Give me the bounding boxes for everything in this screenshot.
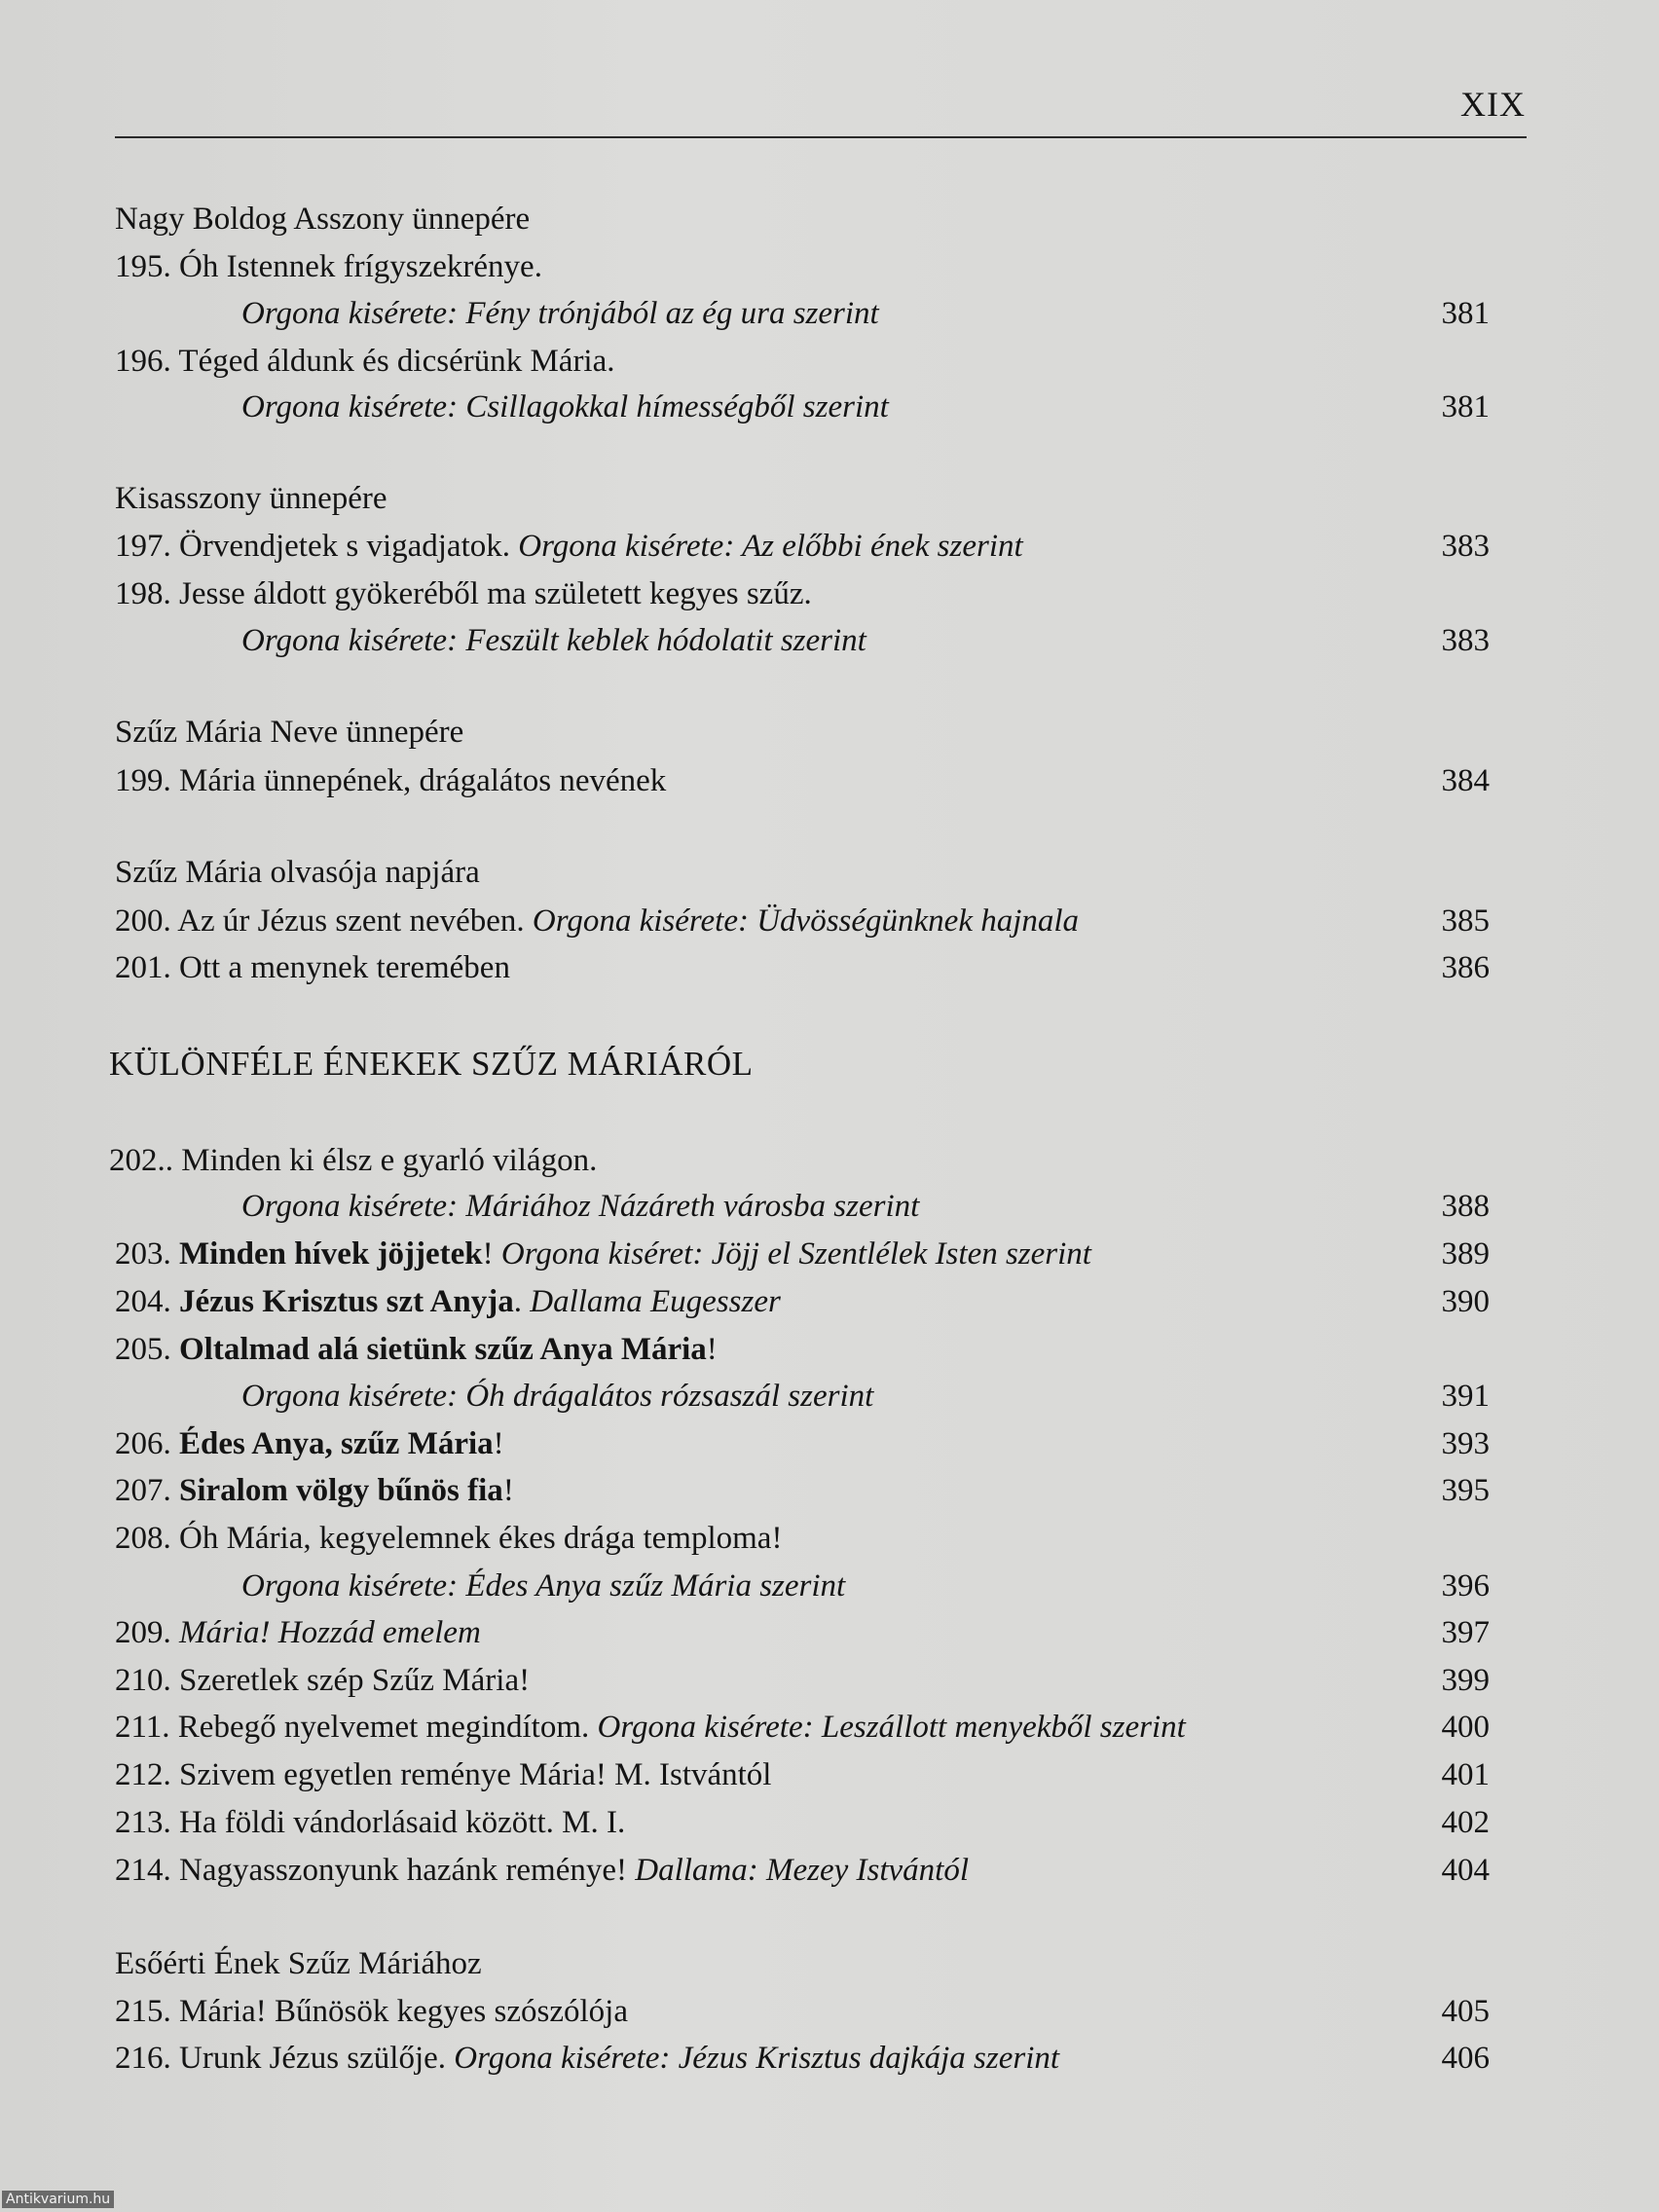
accompaniment-text: Orgona kisérete: Édes Anya szűz Mária szerint (241, 1568, 846, 1604)
entry-title: Urunk Jézus szülője. (179, 2041, 447, 2076)
entry-title: Óh Istennek frígyszekrénye. (179, 249, 542, 284)
index-entry (0, 1657, 1659, 1704)
line-text (241, 290, 879, 337)
entry-number: 203. (115, 1236, 171, 1272)
page-ref: 385 (1441, 903, 1490, 939)
page-number: XIX (1460, 85, 1526, 124)
subheading-text: Esőérti Ének Szűz Máriához (115, 1946, 482, 1981)
index-entry (0, 571, 1659, 617)
entry-note: Orgona kiséret: Jöjj el Szentlélek Isten szerint (500, 1236, 1091, 1272)
entry-title: Édes Anya, szűz Mária (179, 1426, 494, 1461)
entry-title: Siralom völgy bűnös fia (179, 1473, 503, 1508)
line-text (115, 571, 812, 617)
entry-number: 197. (115, 529, 171, 564)
entry-number: 211. (115, 1710, 170, 1745)
line-text (115, 1751, 771, 1798)
page-ref: 389 (1441, 1236, 1490, 1272)
entry-title: Téged áldunk és dicsérünk Mária. (178, 344, 615, 379)
page-ref: 406 (1441, 2041, 1490, 2076)
index-entry (0, 1467, 1659, 1514)
accompaniment-text: Orgona kisérete: Fény trónjából az ég ura szerint (241, 296, 879, 331)
entry-number: 214. (115, 1853, 171, 1888)
entry-number: 210. (115, 1663, 171, 1698)
page-ref: 381 (1441, 296, 1490, 331)
page-ref: 395 (1441, 1473, 1490, 1508)
section-subheading (0, 849, 1659, 896)
line-text (115, 1515, 782, 1562)
index-entry (0, 1799, 1659, 1846)
line-text (115, 1278, 781, 1325)
entry-note: Dallama Eugesszer (530, 1284, 781, 1319)
index-entry (0, 1515, 1659, 1562)
line-text (115, 475, 387, 522)
page-ref: 384 (1441, 763, 1490, 798)
entry-number: 196. (115, 344, 171, 379)
line-text (109, 1041, 753, 1088)
entry-title: Ha földi vándorlásaid között. M. I. (179, 1805, 626, 1840)
subheading-text: Szűz Mária Neve ünnepére (115, 715, 464, 750)
line-text (241, 1373, 873, 1419)
accompaniment-text: Orgona kisérete: Csillagokkal hímességből szerint (241, 389, 889, 424)
line-text (115, 1467, 514, 1514)
page-ref: 400 (1441, 1710, 1490, 1745)
header-rule (115, 136, 1527, 138)
index-entry (0, 1137, 1659, 1184)
index-entry (0, 1420, 1659, 1467)
entry-number: 207. (115, 1473, 171, 1508)
subheading-text: Szűz Mária olvasója napjára (115, 855, 480, 890)
entry-punct: ! (706, 1332, 718, 1367)
line-text (109, 1137, 597, 1184)
index-entry (0, 944, 1659, 991)
line-text (241, 617, 866, 664)
page-ref: 391 (1441, 1379, 1490, 1414)
entry-title: Örvendjetek s vigadjatok. (179, 529, 510, 564)
subheading-text: Kisasszony ünnepére (115, 481, 387, 516)
accompaniment-line (0, 1183, 1659, 1230)
line-text (115, 2035, 1059, 2082)
line-text (115, 1609, 481, 1656)
page-ref: 386 (1441, 950, 1490, 985)
entry-number: 202.. (109, 1143, 173, 1178)
section-subheading (0, 709, 1659, 756)
entry-title: Rebegő nyelvemet megindítom. (177, 1710, 590, 1745)
entry-number: 199. (115, 763, 171, 798)
entry-title: Minden ki élsz e gyarló világon. (181, 1143, 598, 1178)
line-text (115, 1326, 718, 1373)
watermark: Antikvarium.hu (2, 2191, 114, 2208)
line-text (115, 338, 615, 385)
page-ref: 401 (1441, 1757, 1490, 1792)
index-entry (0, 898, 1659, 944)
page-ref: 393 (1441, 1426, 1490, 1461)
entry-title: Mária! Bűnösök kegyes szószólója (179, 1994, 628, 2029)
entry-title: Óh Mária, kegyelemnek ékes drága temploma! (179, 1521, 783, 1556)
section-subheading (0, 1940, 1659, 1987)
page-ref: 390 (1441, 1284, 1490, 1319)
line-text (115, 1799, 625, 1846)
line-text (115, 709, 463, 756)
line-text (115, 1847, 969, 1894)
entry-number: 206. (115, 1426, 171, 1461)
line-text (115, 1704, 1186, 1751)
page-ref: 405 (1441, 1994, 1490, 2029)
entry-note: Dallama: Mezey Istvántól (635, 1853, 969, 1888)
line-text (115, 243, 542, 290)
accompaniment-line (0, 1563, 1659, 1609)
entry-title: Jesse áldott gyökeréből ma született kegyes szűz. (179, 576, 812, 611)
accompaniment-line (0, 384, 1659, 430)
index-entry (0, 1988, 1659, 2035)
section-subheading (0, 475, 1659, 522)
entry-note: Orgona kisérete: Üdvösségünknek hajnala (532, 903, 1080, 939)
entry-number: 212. (115, 1757, 171, 1792)
line-text (115, 1420, 504, 1467)
line-text (115, 1657, 530, 1704)
page-ref: 383 (1441, 623, 1490, 658)
accompaniment-line (0, 1373, 1659, 1419)
line-text (241, 1183, 919, 1230)
index-entry (0, 757, 1659, 804)
entry-number: 213. (115, 1805, 171, 1840)
page-ref: 399 (1441, 1663, 1490, 1698)
section-subheading (0, 196, 1659, 242)
entry-title: Szivem egyetlen reménye Mária! M. Istvántól (179, 1757, 772, 1792)
line-text (115, 523, 1023, 570)
line-text (115, 1231, 1091, 1277)
entry-number: 208. (115, 1521, 171, 1556)
entry-title: Szeretlek szép Szűz Mária! (179, 1663, 531, 1698)
index-entry (0, 1609, 1659, 1656)
index-entry (0, 523, 1659, 570)
entry-note: Orgona kisérete: Az előbbi ének szerint (518, 529, 1023, 564)
entry-number: 215. (115, 1994, 171, 2029)
entry-number: 200. (115, 903, 171, 939)
page-ref: 381 (1441, 389, 1490, 424)
subheading-text: Nagy Boldog Asszony ünnepére (115, 202, 531, 237)
accompaniment-text: Orgona kisérete: Feszült keblek hódolatit szerint (241, 623, 866, 658)
line-text (115, 1940, 482, 1987)
entry-number: 198. (115, 576, 171, 611)
index-entry (0, 1847, 1659, 1894)
entry-number: 195. (115, 249, 171, 284)
entry-note: Orgona kisérete: Leszállott menyekből szerint (597, 1710, 1186, 1745)
index-entry (0, 1326, 1659, 1373)
line-text (115, 898, 1079, 944)
page-ref: 396 (1441, 1568, 1490, 1604)
line-text (115, 1988, 628, 2035)
accompaniment-text: Orgona kisérete: Óh drágalátos rózsaszál szerint (241, 1379, 874, 1414)
entry-title: Oltalmad alá sietünk szűz Anya Mária (179, 1332, 707, 1367)
accompaniment-line (0, 290, 1659, 337)
line-text (241, 384, 889, 430)
page-ref: 383 (1441, 529, 1490, 564)
index-entry (0, 243, 1659, 290)
entry-note: Mária! Hozzád emelem (179, 1615, 481, 1650)
page-ref: 397 (1441, 1615, 1490, 1650)
page-ref: 404 (1441, 1853, 1490, 1888)
index-entry (0, 1704, 1659, 1751)
entry-number: 201. (115, 950, 171, 985)
line-text (115, 944, 510, 991)
section-heading (0, 1041, 1659, 1088)
page-ref: 402 (1441, 1805, 1490, 1840)
entry-number: 204. (115, 1284, 171, 1319)
line-text (115, 757, 666, 804)
index-entry (0, 1231, 1659, 1277)
entry-number: 209. (115, 1615, 171, 1650)
entry-number: 205. (115, 1332, 171, 1367)
entry-note: Orgona kisérete: Jézus Krisztus dajkája szerint (454, 2041, 1060, 2076)
line-text (115, 849, 480, 896)
entry-number: 216. (115, 2041, 171, 2076)
section-title: KÜLÖNFÉLE ÉNEKEK SZŰZ MÁRIÁRÓL (109, 1045, 754, 1083)
entry-title: Az úr Jézus szent nevében. (177, 903, 525, 939)
line-text (115, 196, 530, 242)
entry-title: Ott a menynek teremében (179, 950, 510, 985)
index-entry (0, 2035, 1659, 2082)
entry-punct: ! (493, 1426, 504, 1461)
entry-punct: ! (482, 1236, 494, 1272)
index-entry (0, 338, 1659, 385)
entry-punct: . (513, 1284, 522, 1319)
entry-title: Jézus Krisztus szt Anyja (179, 1284, 514, 1319)
page-ref: 388 (1441, 1189, 1490, 1224)
entry-title: Nagyasszonyunk hazánk reménye! (179, 1853, 627, 1888)
index-entry (0, 1751, 1659, 1798)
index-entry (0, 1278, 1659, 1325)
line-text (241, 1563, 845, 1609)
accompaniment-text: Orgona kisérete: Máriához Názáreth városba szerint (241, 1189, 920, 1224)
entry-title: Mária ünnepének, drágalátos nevének (179, 763, 667, 798)
entry-title: Minden hívek jöjjetek (179, 1236, 483, 1272)
accompaniment-line (0, 617, 1659, 664)
entry-punct: ! (502, 1473, 514, 1508)
